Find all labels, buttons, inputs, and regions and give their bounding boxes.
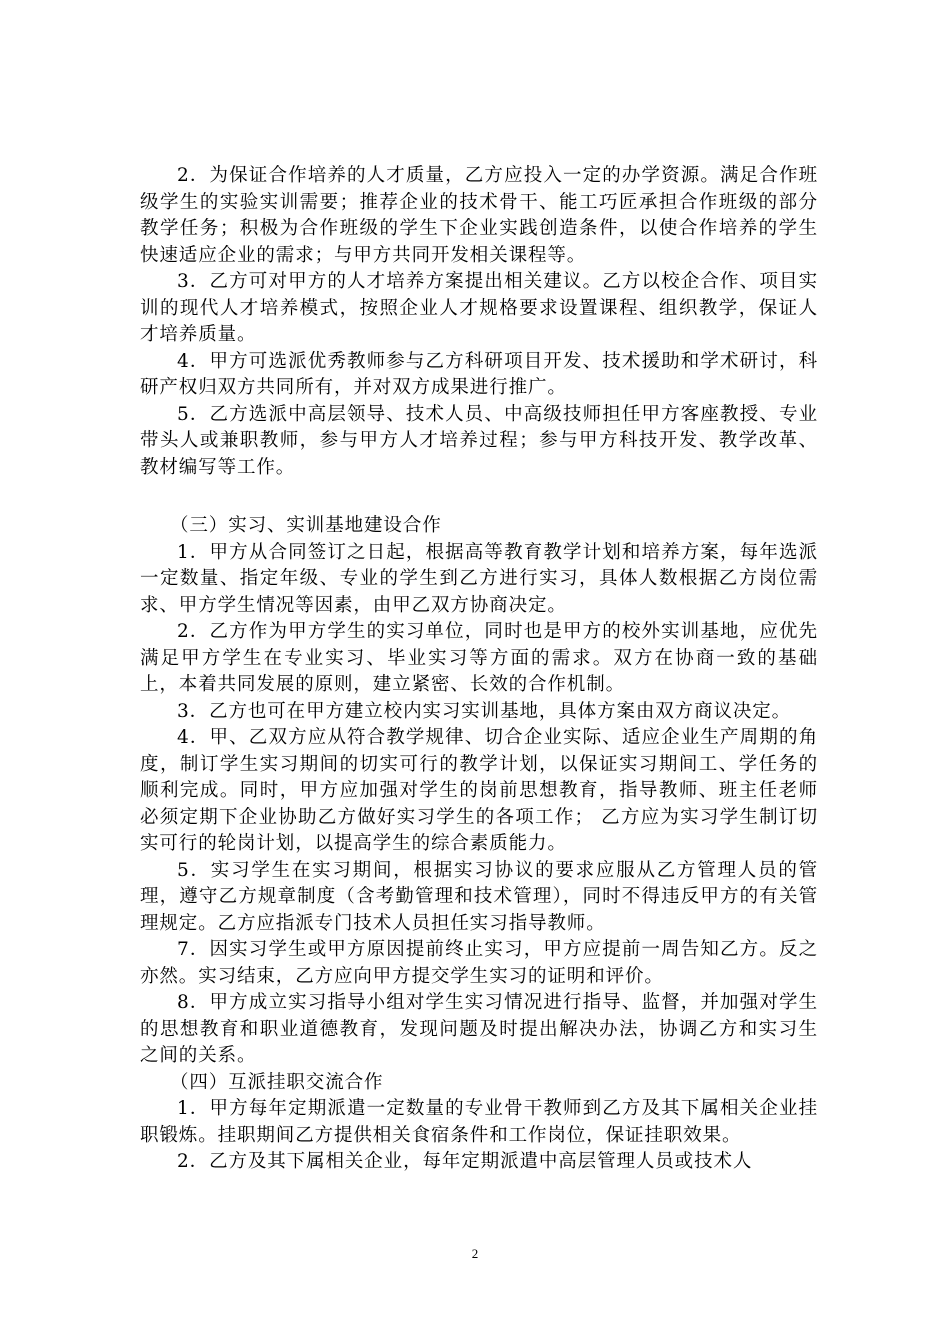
section3-item-8: 8．甲方成立实习指导小组对学生实习情况进行指导、监督，并加强对学生的思想教育和职业道德教育，发现问题及时提出解决办法，协调乙方和实习生之间的关系。 — [140, 992, 818, 1066]
section3-item-1: 1．甲方从合同签订之日起，根据高等教育教学计划和培养方案，每年选派一定数量、指定年级、专业的学生到乙方进行实习，具体人数根据乙方岗位需求、甲方学生情况等因素，由甲乙双方协商决定。 — [140, 541, 818, 616]
section3-item-3: 3．乙方也可在甲方建立校内实习实训基地，具体方案由双方商议决定。 — [177, 700, 792, 722]
section3-item-7: 7．因实习学生或甲方原因提前终止实习，甲方应提前一周告知乙方。反之亦然。实习结束，乙方应向甲方提交学生实习的证明和评价。 — [140, 939, 818, 987]
section2-item-4: 4．甲方可选派优秀教师参与乙方科研项目开发、技术援助和学术研讨，科研产权归双方共同所有，并对双方成果进行推广。 — [140, 350, 818, 398]
section2-item-3: 3．乙方可对甲方的人才培养方案提出相关建议。乙方以校企合作、项目实训的现代人才培养模式，按照企业人才规格要求设置课程、组织教学，保证人才培养质量。 — [140, 271, 818, 345]
section2-item-5: 5．乙方选派中高层领导、技术人员、中高级技师担任甲方客座教授、专业带头人或兼职教师，参与甲方人才培养过程；参与甲方科技开发、教学改革、教材编写等工作。 — [140, 403, 818, 478]
document-body — [140, 163, 818, 1176]
section3-heading: （三）实习、实训基地建设合作 — [170, 515, 442, 536]
section3-item-5: 5．实习学生在实习期间，根据实习协议的要求应服从乙方管理人员的管理，遵守乙方规章制度（含考勤管理和技术管理），同时不得违反甲方的有关管理规定。乙方应指派专门技术人员担任实习指导教师。 — [140, 859, 818, 934]
section3-item-4: 4．甲、乙双方应从符合教学规律、切合企业实际、适应企业生产周期的角度，制订学生实习期间的切实可行的教学计划，以保证实习期间工、学任务的顺利完成。同时，甲方应加强对学生的岗前思想教育，指导教师、班主任老师必须定期下企业协助乙方做好实习学生的各项工作； 乙方应为实习学生制订切实可行的轮岗计划，以提高学生的综合素质能力。 — [140, 727, 818, 854]
section4-item-1: 1．甲方每年定期派遣一定数量的专业骨干教师到乙方及其下属相关企业挂职锻炼。挂职期间乙方提供相关食宿条件和工作岗位，保证挂职效果。 — [140, 1098, 818, 1146]
section3-item-2: 2．乙方作为甲方学生的实习单位，同时也是甲方的校外实训基地，应优先满足甲方学生在专业实习、毕业实习等方面的需求。双方在协商一致的基础上，本着共同发展的原则，建立紧密、长效的合作机制。 — [140, 621, 818, 695]
section4-heading: （四）互派挂职交流合作 — [170, 1071, 384, 1093]
section4-item-2: 2．乙方及其下属相关企业，每年定期派遣中高层管理人员或技术人 — [177, 1151, 753, 1172]
section2-item-2: 2．为保证合作培养的人才质量，乙方应投入一定的办学资源。满足合作班级学生的实验实训需要；推荐企业的技术骨干、能工巧匠承担合作班级的部分教学任务；积极为合作班级的学生下企业实践创造条件，以使合作培养的学生快速适应企业的需求；与甲方共同开发相关课程等。 — [140, 165, 818, 266]
section-spacer — [140, 481, 818, 513]
page-number: 2 — [471, 1246, 479, 1261]
